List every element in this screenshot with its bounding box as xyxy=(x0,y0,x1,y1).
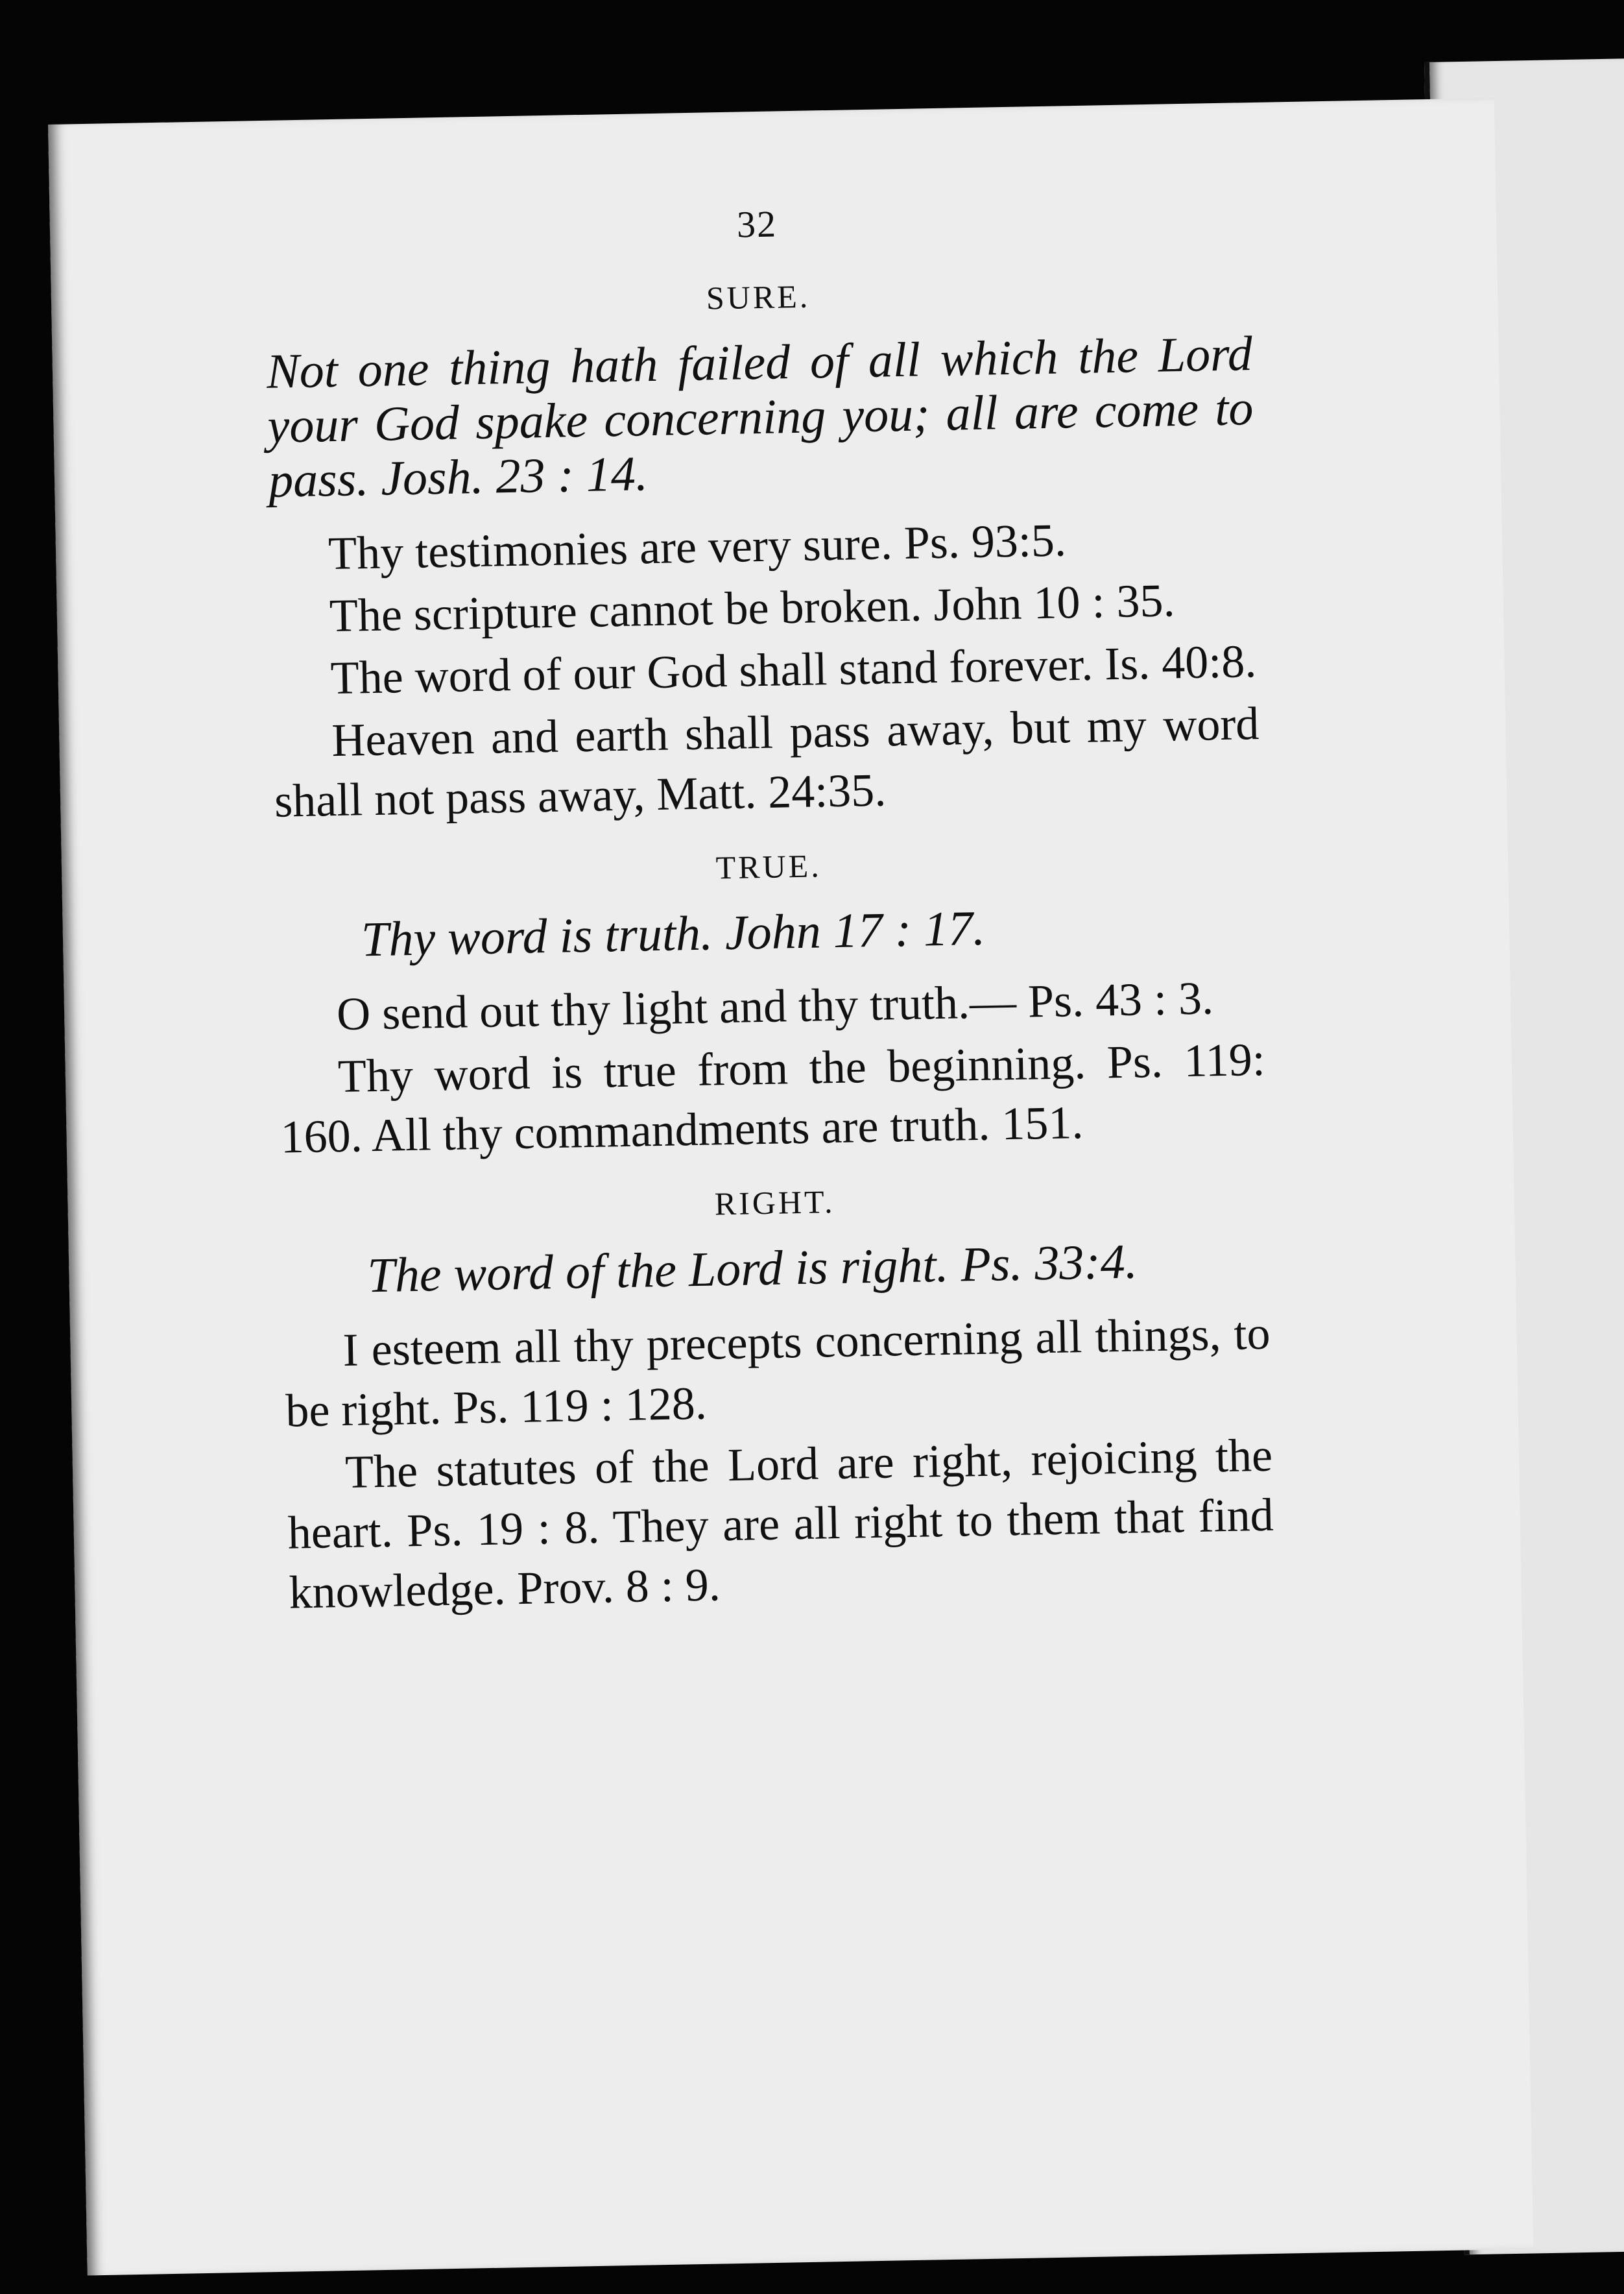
book-page xyxy=(48,98,1533,2275)
verse: Thy testimonies are very sure. Ps. 93:5. xyxy=(328,514,1067,580)
section-heading-sure: SURE. xyxy=(706,278,811,317)
verse: Heaven and earth shall pass away, but my word shall not pass away, Matt. 24:35. xyxy=(274,697,1260,827)
section-heading-true: TRUE. xyxy=(715,847,822,886)
page-content xyxy=(264,193,1276,1624)
lead-verse-sure: Not one thing hath failed of all which the Lord your God spake concerning you; all are come to pass. Josh. 23 : 14. xyxy=(266,326,1254,508)
verse: Thy word is true from the beginning. Ps. 119: 160. All thy commandments are truth. 151. xyxy=(280,1033,1266,1163)
verse: I esteem all thy precepts concerning all things, to be right. Ps. 119 : 128. xyxy=(285,1307,1271,1437)
page-number: 32 xyxy=(736,202,778,246)
verse: The word of our God shall stand forever. Is. 40:8. xyxy=(329,635,1257,705)
verse: O send out thy light and thy truth.— Ps. 43 : 3. xyxy=(336,972,1214,1041)
verse: The scripture cannot be broken. John 10 : 35. xyxy=(329,574,1176,642)
lead-verse-true: Thy word is truth. John 17 : 17. xyxy=(361,900,986,967)
verse: The statutes of the Lord are right, rejoicing the heart. Ps. 19 : 8. They are all right to them that find knowledge. Prov. 8 : 9. xyxy=(287,1429,1274,1619)
lead-verse-right: The word of the Lord is right. Ps. 33:4. xyxy=(366,1234,1138,1303)
section-heading-right: RIGHT. xyxy=(714,1183,835,1222)
